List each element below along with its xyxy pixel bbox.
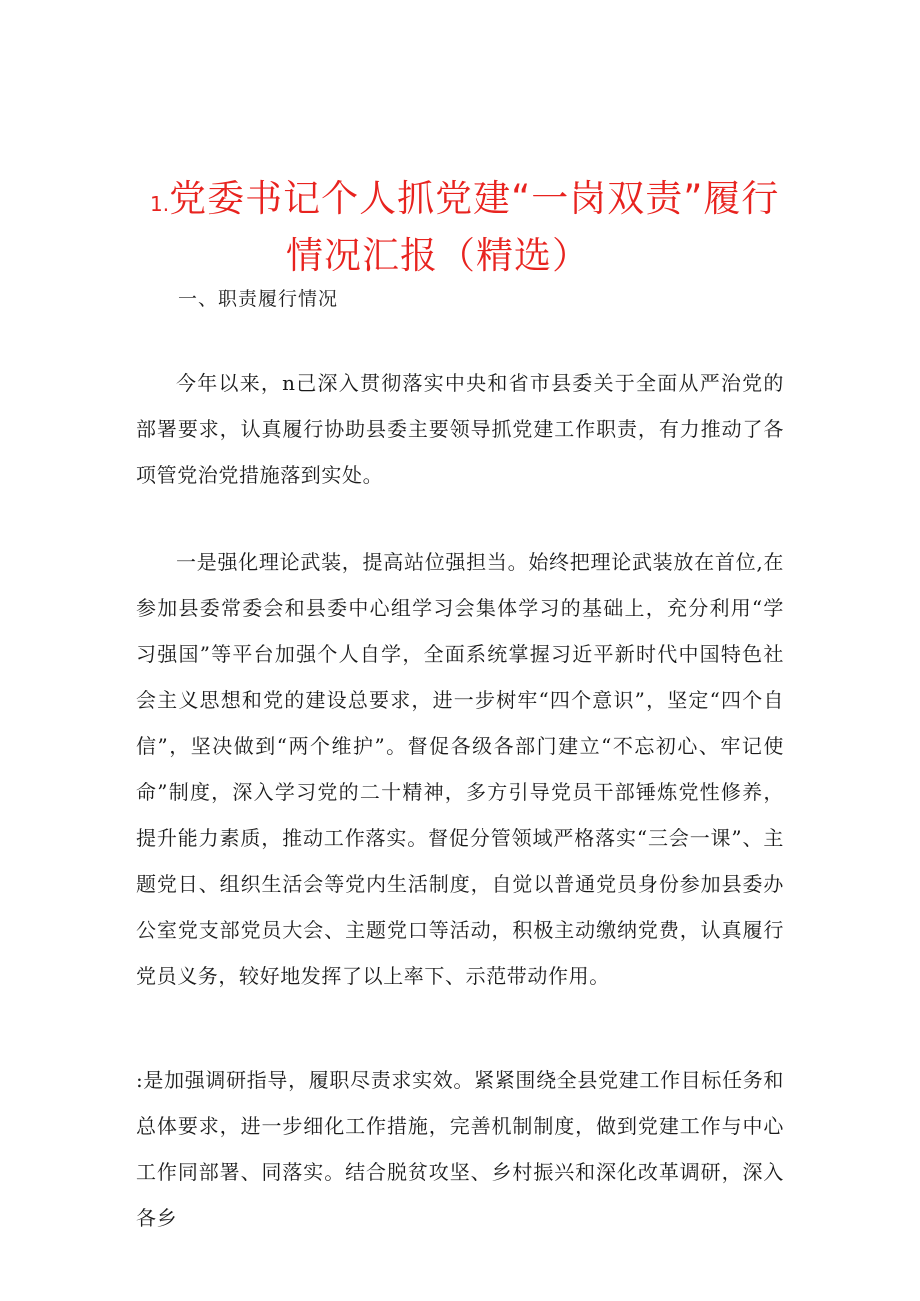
title-line-1: 党委书记个人抓党建“一岗双责”履行: [169, 176, 780, 220]
document-title: [150, 173, 810, 282]
paragraph-research: :是加强调研指导，履职尽责求实效。紧紧围绕全县党建工作目标任务和总体要求，进一步细化工作措施，完善机制制度，做到党建工作与中心工作同部署、同落实。结合脱贫攻坚、乡村振兴和深化改革调研，深入各乡: [136, 1068, 784, 1230]
title-line-2: 情况汇报（精选）: [286, 233, 590, 277]
title-number: 1.: [150, 191, 170, 216]
paragraph-theory: 一是强化理论武装，提高站位强担当。始终把理论武装放在首位,在参加县委常委会和县委中心组学习会集体学习的基础上，充分利用“学习强国”等平台加强个人自学，全面系统掌握习近平新时代中国特色社会主义思想和党的建设总要求，进一步树牢“四个意识”，坚定“四个自信”，坚决做到“两个维护”。督促各级各部门建立“不忘初心、牢记使命”制度，深入学习党的二十精神，多方引导党员干部锤炼党性修养，提升能力素质，推动工作落实。督促分管领域严格落实“三会一课”、主题党日、组织生活会等党内生活制度，自觉以普通党员身份参加县委办公室党支部党员大会、主题党口等活动，积极主动缴纳党费，认真履行党员义务，较好地发挥了以上率下、示范带动作用。: [136, 550, 784, 988]
paragraph-intro: 今年以来，n己深入贯彻落实中央和省市县委关于全面从严治党的部署要求，认真履行协助县委主要领导抓党建工作职责，有力推动了各项管党治党措施落到实处。: [136, 371, 784, 487]
section-heading: 一、职责履行情况: [178, 288, 339, 310]
